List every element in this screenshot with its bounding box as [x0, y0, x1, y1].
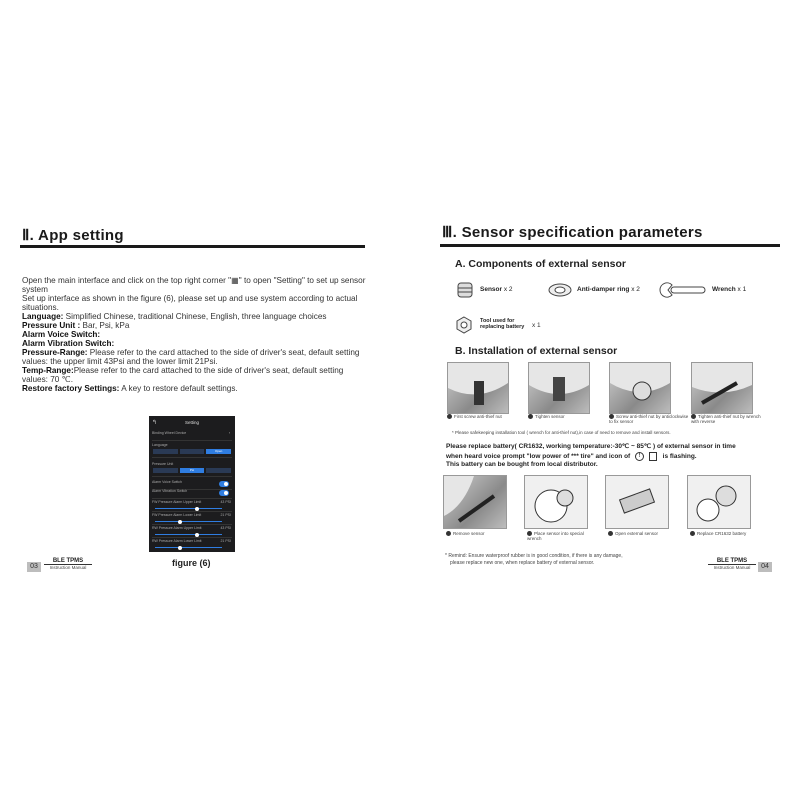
anti-damper-qty: x 2 [631, 286, 640, 293]
rw-lower-value: 21 PSI [220, 539, 231, 543]
temp-range-line [22, 366, 367, 384]
right-page-title: Ⅲ. Sensor specification parameters [442, 224, 703, 241]
rw-upper-slider[interactable] [155, 534, 222, 535]
left-page-title: Ⅱ. App setting [22, 227, 124, 244]
pressure-unit-row [152, 462, 232, 477]
unit-option-3[interactable] [206, 468, 231, 473]
phone-setting-screenshot [149, 416, 235, 552]
remind-line-1: * Remind: Ensure waterproof rubber is in good condition, if there is any damage, [445, 553, 623, 559]
rw-lower-slider[interactable] [155, 547, 222, 548]
battery-warning [446, 443, 776, 470]
install-step-1 [447, 414, 522, 419]
anti-damper-label: Anti-damper ring [577, 286, 630, 293]
unit-option-1[interactable] [153, 468, 178, 473]
component-battery-tool [480, 318, 528, 330]
left-footer-sub: Instruction Manual [44, 564, 92, 570]
battery-warning-icon: ! [635, 452, 644, 461]
rw-lower-row [152, 539, 232, 550]
battery-tool-qty: x 1 [532, 322, 541, 329]
slider-knob[interactable] [195, 533, 199, 537]
figure-caption: figure (6) [172, 558, 211, 568]
lang-option-3[interactable]: Open [206, 449, 231, 454]
replace-photo-4 [687, 475, 751, 529]
pressure-unit-label: Pressure Unit : [22, 321, 81, 330]
alarm-vibration-label: Alarm Vibration Switch: [22, 339, 115, 348]
slider-knob[interactable] [178, 520, 182, 524]
wrench-icon [658, 281, 708, 299]
component-sensor [480, 286, 513, 293]
right-title-rule [440, 244, 780, 247]
install-step-4 [691, 414, 761, 424]
restore-text: A key to restore default settings. [119, 384, 238, 393]
pressure-range-text: Please refer to the card attached to the side of driver's seat, default setting values: the upper limit 43Psi and the lower limit 21Psi. [22, 348, 360, 366]
pressure-unit-line [22, 321, 367, 330]
pressure-unit-text: Bar, Psi, kPa [80, 321, 130, 330]
install-step-4-text: Tighten anti-thief nut by wrench with reverse [691, 414, 761, 425]
restore-label: Restore factory Settings: [22, 384, 120, 393]
lang-option-2[interactable] [180, 449, 205, 454]
back-arrow-icon: ↰ [152, 420, 158, 426]
vibration-switch-row [152, 489, 232, 499]
alarm-voice-label: Alarm Voice Switch: [22, 330, 101, 339]
install-photo-3 [609, 362, 671, 414]
battery-line-2-end: is flashing. [662, 452, 697, 460]
component-wrench [712, 286, 746, 293]
fw-upper-slider[interactable] [155, 508, 222, 509]
fw-upper-label: FW Pressure Alarm Upper Limit [152, 500, 202, 504]
rw-upper-value: 43 PSI [220, 526, 231, 530]
install-step-3 [609, 414, 689, 424]
restore-line [22, 384, 367, 393]
fw-upper-value: 43 PSI [220, 500, 231, 504]
fw-upper-row [152, 500, 232, 512]
alarm-voice-line [22, 330, 367, 339]
binding-row [152, 431, 232, 441]
phone-pressure-unit-label: Pressure Unit [152, 462, 174, 466]
slider-knob[interactable] [195, 507, 199, 511]
right-footer-sub: Instruction Manual [708, 564, 756, 570]
replace-step-4 [690, 531, 765, 536]
phone-language-label: Language [152, 443, 168, 447]
battery-line-2-text: when heard voice prompt "low power of *** tire" and icon of [446, 452, 631, 460]
install-photo-2 [528, 362, 590, 414]
language-text: Simplified Chinese, traditional Chinese, English, three language choices [63, 312, 327, 321]
rw-lower-label: RW Pressure Alarm Lower Limit [152, 539, 202, 543]
rw-upper-row [152, 526, 232, 538]
battery-line-2 [446, 452, 776, 462]
language-label: Language: [22, 312, 64, 321]
fw-lower-label: FW Pressure Alarm Lower Limit [152, 513, 202, 517]
left-title-rule [20, 245, 365, 248]
binding-label: Binding Wheel Device [152, 431, 187, 435]
intro-text: Open the main interface and click on the top right corner "▦" to open "Setting" to set up sensor system [22, 276, 366, 294]
anti-damper-ring-icon [548, 283, 572, 297]
replace-step-1-text: Remove sensor [453, 531, 485, 536]
language-line [22, 312, 367, 321]
temp-range-text: Please refer to the card attached to the side of driver's seat, default setting values: 70 ℃. [22, 366, 344, 384]
replace-step-3 [608, 531, 683, 536]
rw-upper-label: RW Pressure Alarm Upper Limit [152, 526, 202, 530]
replace-photo-3 [605, 475, 669, 529]
right-footer-brand: BLE TPMS [716, 558, 748, 564]
install-step-2 [528, 414, 603, 419]
left-body-text [22, 276, 367, 393]
replace-photo-1 [443, 475, 507, 529]
right-footer [708, 558, 756, 570]
wrench-label: Wrench [712, 286, 736, 293]
replace-step-3-text: Open external sensor [615, 531, 659, 536]
install-step-3-text: Screw anti-thief nut by anticlockwise to fix sensor [609, 414, 689, 425]
install-step-1-text: First screw anti-thief nut [454, 414, 502, 419]
replace-photo-2 [524, 475, 588, 529]
unit-option-2[interactable]: Psi [180, 468, 205, 473]
sensor-icon [455, 280, 475, 300]
vibration-toggle[interactable] [219, 490, 229, 496]
replace-step-2-text: Place sensor into special wrench [527, 531, 584, 542]
install-photo-1 [447, 362, 509, 414]
installation-title: B. Installation of external sensor [455, 345, 618, 357]
wrench-qty: x 1 [737, 286, 747, 293]
remind-line-2: please replace new one, when replace battery of external sensor. [450, 560, 595, 566]
battery-line-3: This battery can be bought from local distributor. [446, 461, 598, 469]
sensor-qty: x 2 [503, 286, 513, 293]
replace-step-2 [527, 531, 587, 541]
alarm-vibration-line [22, 339, 367, 348]
component-anti-damper [577, 286, 640, 293]
install-step-2-text: Tighten sensor [535, 414, 565, 419]
setup-text: Set up interface as shown in the figure (6), please set up and use system according to actual situations. [22, 294, 358, 312]
phone-header: Setting [184, 420, 199, 425]
battery-line-1: Please replace battery( CR1632, working temperature:-30℃ ~ 85℃ ) of external sensor in time [446, 443, 736, 450]
voice-toggle[interactable] [219, 481, 229, 487]
fw-lower-slider[interactable] [155, 521, 222, 522]
fw-lower-value: 21 PSI [220, 513, 231, 517]
safekeeping-note: * Please safekeeping installation tool ( wrench for anti-thief nut),in case of need to remove and install sensors. [452, 430, 671, 435]
fw-lower-row [152, 513, 232, 525]
sensor-status-icon [649, 452, 657, 461]
sensor-label: Sensor [480, 286, 503, 293]
replace-step-4-text: Replace CR1632 battery [697, 531, 747, 536]
slider-knob[interactable] [178, 546, 182, 550]
pressure-range-label: Pressure-Range: [22, 348, 88, 357]
left-footer [44, 558, 92, 570]
remind-note [445, 553, 725, 567]
battery-tool-label: Tool used for replacing battery [480, 318, 525, 330]
lang-option-1[interactable] [153, 449, 178, 454]
replace-step-1 [446, 531, 521, 536]
left-footer-brand: BLE TPMS [52, 558, 84, 564]
chevron-right-icon: › [228, 431, 230, 435]
right-page-number: 04 [758, 562, 772, 572]
voice-switch-label: Alarm Voice Switch [152, 480, 182, 484]
install-photo-4 [691, 362, 753, 414]
temp-range-label: Temp-Range: [22, 366, 74, 375]
left-page-number: 03 [27, 562, 41, 572]
vibration-switch-label: Alarm Vibration Switch [152, 489, 188, 493]
components-title: A. Components of external sensor [455, 258, 626, 270]
battery-tool-icon [455, 316, 473, 334]
pressure-range-line [22, 348, 367, 366]
language-row [152, 443, 232, 458]
